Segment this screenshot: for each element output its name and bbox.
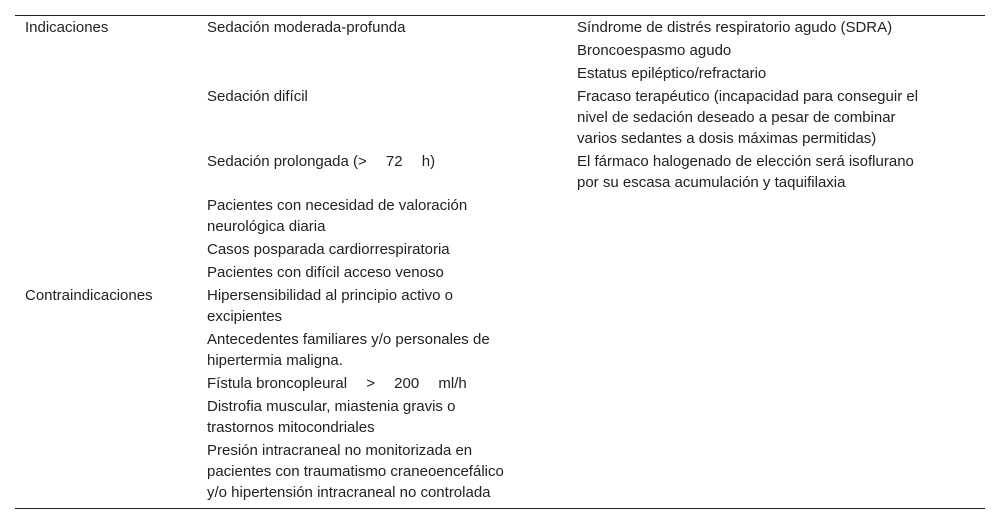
- table-top-rule: [15, 15, 985, 16]
- indication-text: Pacientes con difícil acceso venoso: [207, 264, 444, 281]
- contraindication-text: Hipersensibilidad al principio activo o: [207, 287, 453, 304]
- detail-text: El fármaco halogenado de elección será isoflurano: [577, 153, 914, 170]
- detail-text: varios sedantes a dosis máximas permitidas): [577, 130, 877, 147]
- contraindication-text: Distrofia muscular, miastenia gravis o: [207, 398, 456, 415]
- indication-text: Sedación moderada-profunda: [207, 19, 406, 36]
- indication-text: Sedación difícil: [207, 88, 308, 105]
- indication-text: Sedación prolongada (> 72 h): [207, 153, 436, 170]
- detail-text: Estatus epiléptico/refractario: [577, 65, 767, 82]
- category-contraindicaciones: Contraindicaciones: [25, 287, 153, 304]
- detail-text: por su escasa acumulación y taquifilaxia: [577, 174, 846, 191]
- indication-text: Pacientes con necesidad de valoración: [207, 197, 468, 214]
- indication-text: neurológica diaria: [207, 218, 326, 235]
- contraindication-text: trastornos mitocondriales: [207, 419, 375, 436]
- detail-text: Broncoespasmo agudo: [577, 42, 732, 59]
- detail-text: nivel de sedación deseado a pesar de combinar: [577, 109, 896, 126]
- detail-text: Fracaso terapéutico (incapacidad para conseguir el: [577, 88, 919, 105]
- indication-text: Casos posparada cardiorrespiratoria: [207, 241, 450, 258]
- detail-text: Síndrome de distrés respiratorio agudo (SDRA): [577, 19, 893, 36]
- contraindication-text: pacientes con traumatismo craneoencefálico: [207, 463, 504, 480]
- table-bottom-rule: [15, 508, 985, 509]
- contraindication-text: y/o hipertensión intracraneal no controlada: [207, 484, 491, 501]
- contraindication-text: hipertermia maligna.: [207, 352, 343, 369]
- category-indicaciones: Indicaciones: [25, 19, 109, 36]
- contraindication-text: Antecedentes familiares y/o personales de: [207, 331, 490, 348]
- contraindication-text: Presión intracraneal no monitorizada en: [207, 442, 473, 459]
- contraindication-text: excipientes: [207, 308, 283, 325]
- contraindication-text: Fístula broncopleural > 200 ml/h: [207, 375, 467, 392]
